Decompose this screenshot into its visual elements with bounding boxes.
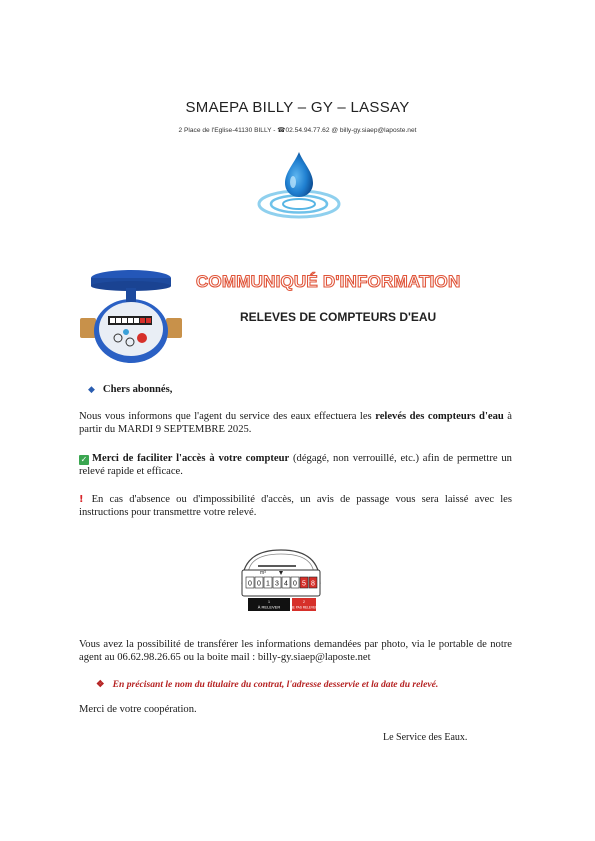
p1-text-bold: relevés des compteurs d'eau	[375, 411, 504, 422]
diamond-bullet-icon: ◆	[88, 384, 95, 394]
water-meter-image	[80, 268, 182, 368]
paragraph-reading-date	[79, 410, 512, 436]
p2-text: (dégagé, non verrouillé, etc.) afin de permettre un relevé rapide et efficace.	[79, 453, 512, 477]
meter-digit: 0	[248, 580, 252, 588]
p3-text: En cas d'absence ou d'impossibilité d'accès, un avis de passage vous sera laissé avec les instructions pour transmettre votre relevé.	[79, 494, 512, 518]
p2-text-bold: Merci de faciliter l'accès à votre compteur	[92, 453, 290, 464]
exclamation-icon: !	[79, 494, 84, 505]
label-to-read: À RELEVER	[257, 604, 281, 610]
meter-unit: m³	[260, 570, 266, 576]
star-bullet-icon: ❖	[96, 679, 105, 690]
meter-reading-diagram	[238, 546, 324, 614]
meter-digit: 5	[302, 580, 306, 588]
address-line: 2 Place de l'Eglise-41130 BILLY - ☎02.54.94.77.62 @ billy-gy.siaep@laposte.net	[178, 127, 417, 134]
communique-subheading: RELEVES DE COMPTEURS D'EAU	[240, 310, 437, 324]
meter-digit: 1	[266, 580, 270, 588]
p1-text-a: Nous vous informons que l'agent du service des eaux effectuera les	[79, 411, 376, 422]
p1-text-b: à partir du MARDI 9 SEPTEMBRE 2025.	[79, 411, 513, 435]
meter-digit: 4	[284, 580, 288, 588]
label-do-not-read: NE PAS RELEVER	[290, 605, 318, 610]
thanks-line: Merci de votre coopération.	[79, 704, 197, 715]
contract-note-text: En précisant le nom du titulaire du contrat, l'adresse desservie et la date du relevé.	[112, 679, 439, 690]
greeting-text: Chers abonnés,	[102, 384, 173, 395]
checkmark-icon: ✓	[80, 455, 88, 464]
organization-name: SMAEPA BILLY – GY – LASSAY	[185, 99, 410, 116]
meter-digit: 3	[275, 580, 279, 588]
water-drop-logo	[254, 148, 344, 224]
paragraph-absence	[79, 493, 512, 519]
label-red-sub: 2	[303, 600, 305, 604]
paragraph-access	[79, 452, 512, 478]
meter-digit: 0	[293, 580, 297, 588]
signature: Le Service des Eaux.	[383, 732, 468, 743]
contract-note	[96, 679, 438, 690]
meter-digit: 0	[257, 580, 261, 588]
label-black-sub: 1	[268, 600, 270, 604]
greeting	[88, 383, 521, 396]
communique-heading: COMMUNIQUÉ D'INFORMATION	[196, 272, 461, 291]
paragraph-photo-transfer: Vous avez la possibilité de transférer les informations demandées par photo, via le portable de notre agent au 06.62.98.26.65 ou la boite mail : billy-gy.siaep@laposte.net	[79, 639, 512, 663]
meter-digit: 8	[311, 580, 315, 588]
